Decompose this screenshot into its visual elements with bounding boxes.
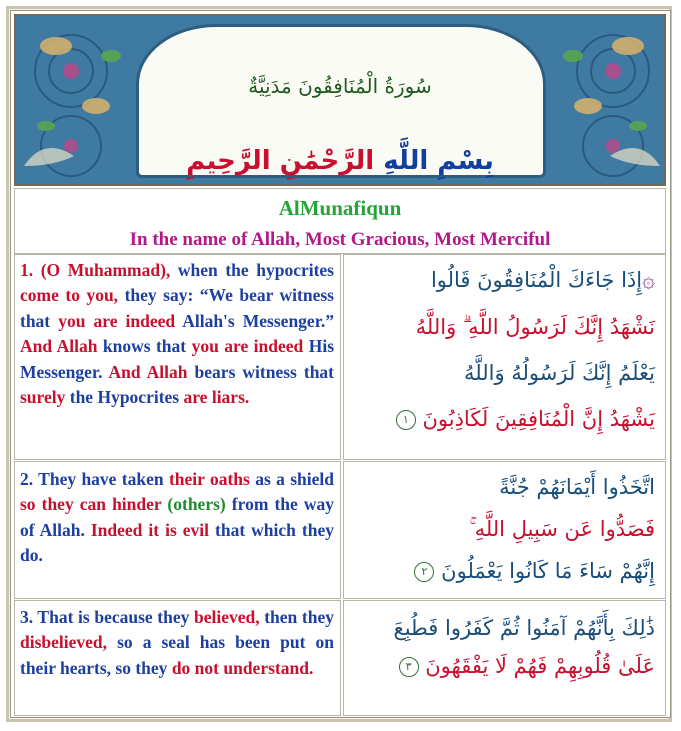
- verse-text-segment: you are indeed: [58, 310, 183, 331]
- bismillah-arabic-part2: الرَّحْمَٰنِ الرَّحِيمِ: [186, 146, 375, 176]
- verse-text-segment: so a seal has been put on their hearts, so they: [20, 632, 334, 678]
- verse-arabic: [343, 254, 666, 460]
- arabic-line-text: إِذَا جَاءَكَ الْمُنَافِقُونَ قَالُوا: [430, 268, 643, 292]
- verse-text-segment: you are indeed: [191, 336, 309, 357]
- sura-name-arabic: سُورَةُ الْمُنَافِقُونَ مَدَنِيَّةٌ: [248, 74, 432, 98]
- verse-text-segment: do not understand.: [171, 657, 314, 678]
- arabic-line: ذَٰلِكَ بِأَنَّهُمْ آمَنُوا ثُمَّ كَفَرُوا فَطُبِعَ: [393, 616, 655, 640]
- arabic-line: اتَّخَذُوا أَيْمَانَهُمْ جُنَّةً: [499, 475, 655, 499]
- verse-text-segment: from the way of Allah.: [20, 494, 334, 540]
- verse-arabic: [343, 461, 666, 599]
- verse-number-marker: ٣: [399, 657, 419, 677]
- arabic-line: فَصَدُّوا عَن سَبِيلِ اللَّهِ ۚ: [469, 517, 655, 541]
- verse-text-segment: Indeed it is evil: [90, 519, 216, 540]
- rub-el-hizb-icon: ۞: [642, 268, 655, 293]
- header-banner: [14, 14, 666, 186]
- verse-text-segment: then they: [264, 607, 334, 627]
- verse-arabic: [343, 600, 666, 716]
- surah-title: AlMunafiqun: [278, 196, 402, 220]
- bismillah-arabic-part1: بِسْمِ اللَّهِ: [374, 146, 494, 176]
- arabic-line: يَشْهَدُ إِنَّ الْمُنَافِقِينَ لَكَاذِبُونَ ١: [350, 396, 655, 442]
- bismillah-arabic: [16, 146, 664, 176]
- verse-row-3: [14, 600, 666, 716]
- verse-text-segment: And Allah: [108, 361, 195, 382]
- verse-text-segment: so they can hinder: [20, 494, 168, 515]
- arabic-line: عَلَىٰ قُلُوبِهِمْ فَهُمْ لَا يَفْقَهُونَ ٣: [350, 647, 655, 685]
- arabic-line: [350, 257, 655, 304]
- verse-text-segment: 1. (O Muhammad),: [20, 260, 178, 280]
- verse-english: [14, 461, 341, 599]
- verse-row-2: [14, 461, 666, 599]
- verse-text-segment: as a shield: [255, 469, 335, 489]
- arabic-line: إِنَّهُمْ سَاءَ مَا كَانُوا يَعْمَلُونَ ٢: [350, 550, 655, 592]
- verse-text-segment: surely: [20, 387, 70, 408]
- title-box: [14, 188, 666, 254]
- verse-text-segment: 2. They have taken: [20, 469, 169, 489]
- verse-number-marker: ١: [396, 410, 416, 430]
- verse-text-segment: when the hypocrites: [177, 260, 334, 280]
- verse-text-segment: bears witness that: [194, 361, 334, 382]
- verse-text-segment: they say: “We bear witness that: [20, 285, 334, 331]
- verse-text-segment: And Allah: [20, 336, 103, 357]
- arabic-line: يَعْلَمُ إِنَّكَ لَرَسُولُهُ وَاللَّهُ: [464, 361, 655, 385]
- verse-row-1: [14, 254, 666, 460]
- verse-text-segment: Allah's Messenger.”: [182, 310, 334, 331]
- verse-text-segment: believed,: [193, 607, 265, 627]
- verse-text-segment: disbelieved,: [20, 632, 118, 653]
- verse-text-segment: the Hypocrites: [69, 387, 184, 408]
- verse-text-segment: 3. That is because they: [20, 607, 194, 627]
- arabic-line: نَشْهَدُ إِنَّكَ لَرَسُولُ اللَّهِ ۗ وَاللَّهُ: [415, 315, 655, 339]
- verse-number-marker: ٢: [414, 562, 434, 582]
- verse-text-segment: come to you,: [20, 285, 125, 306]
- verse-english: [14, 254, 341, 460]
- verse-text-segment: that which they do.: [20, 519, 334, 566]
- verse-english: [14, 600, 341, 716]
- verse-text-segment: (others): [167, 494, 232, 515]
- bismillah-english: In the name of Allah, Most Gracious, Most Merciful: [129, 229, 551, 250]
- verse-text-segment: knows that: [102, 336, 192, 357]
- verse-text-segment: their oaths: [168, 469, 256, 489]
- verse-text-segment: are liars.: [183, 387, 250, 408]
- verse-text-segment: His Messenger.: [20, 336, 335, 382]
